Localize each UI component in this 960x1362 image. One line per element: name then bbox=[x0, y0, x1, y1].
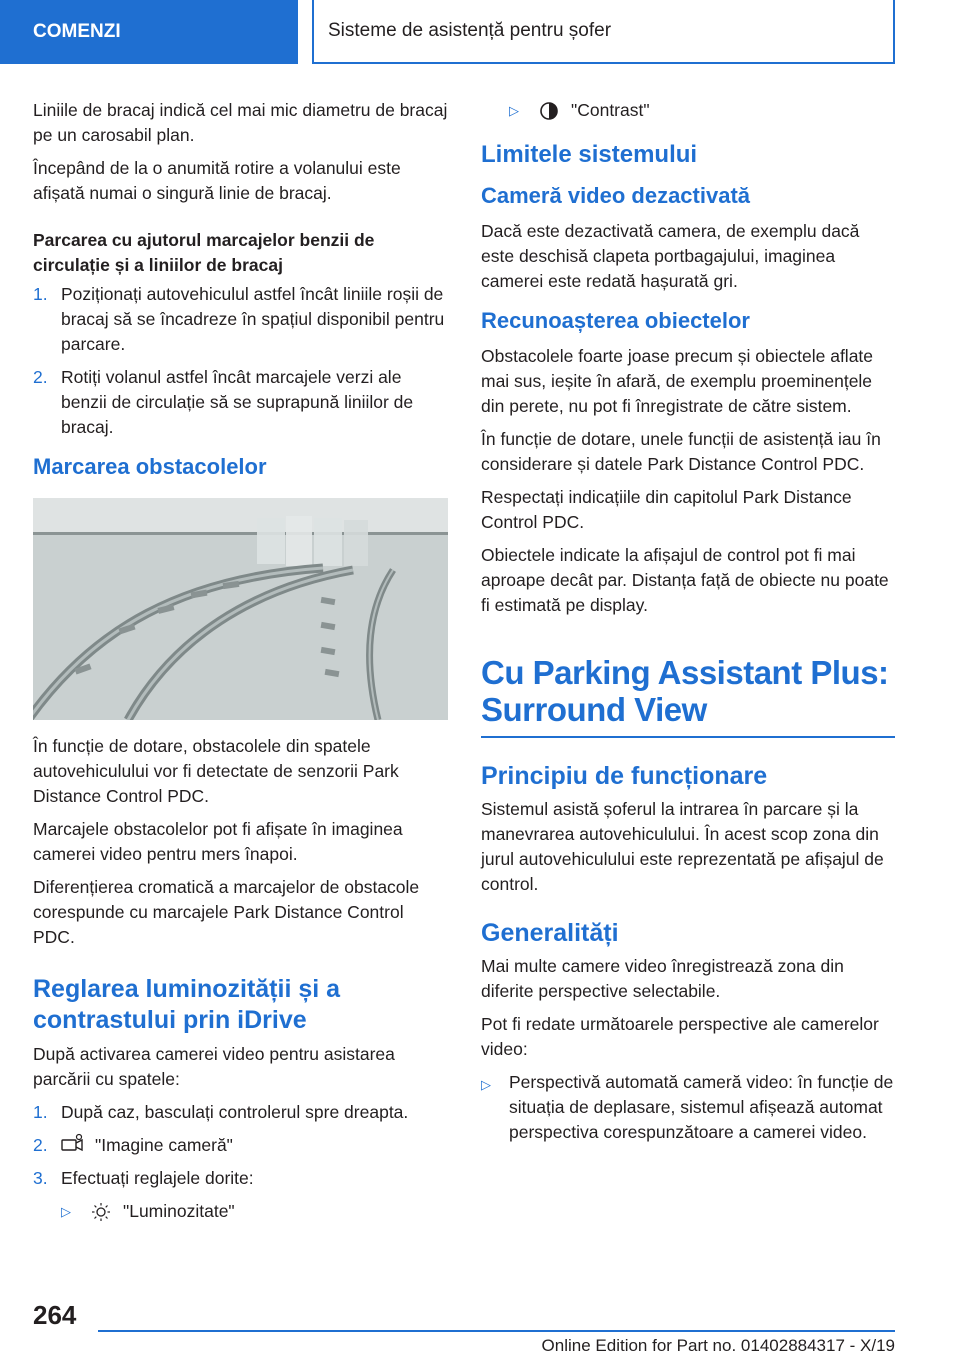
step-number: 3. bbox=[33, 1168, 48, 1188]
step-number: 1. bbox=[33, 1102, 48, 1122]
triangle-bullet-icon: ▷ bbox=[61, 1204, 71, 1219]
camera-settings-icon bbox=[61, 1133, 85, 1153]
option-label: "Contrast" bbox=[571, 100, 650, 120]
step-text: După caz, basculați controlerul spre dreapta. bbox=[61, 1102, 409, 1122]
step-number: 2. bbox=[33, 367, 48, 387]
step-item bbox=[33, 1166, 448, 1191]
section-tab: COMENZI bbox=[0, 0, 298, 64]
obstacle-heading: Marcarea obstacolelor bbox=[33, 454, 267, 479]
triangle-bullet-icon: ▷ bbox=[509, 103, 519, 118]
paragraph: În funcție de dotare, unele funcții de asistență iau în considerare și datele Park Distance Control PDC. bbox=[481, 429, 881, 474]
step-item bbox=[33, 282, 448, 357]
paragraph: Liniile de bracaj indică cel mai mic diametru de bracaj pe un carosabil plan. bbox=[33, 100, 448, 145]
step-item bbox=[33, 365, 448, 440]
step-text: "Imagine cameră" bbox=[95, 1135, 233, 1155]
paragraph: Diferențierea cromatică a marcajelor de obstacole corespunde cu marcajele Park Distance Control PDC. bbox=[33, 877, 420, 947]
paragraph: În funcție de dotare, obstacolele din spatele autovehiculului vor fi detectate de senzorii Park Distance Control PDC. bbox=[33, 736, 399, 806]
step-text: Rotiți volanul astfel încât marcajele verzi ale benzii de circulație să se suprapună liniilor de bracaj. bbox=[61, 367, 414, 437]
brightness-heading: Reglarea luminozității și a contrastului prin iDrive bbox=[33, 975, 341, 1034]
camera-off-heading: Cameră video dezactivată bbox=[481, 183, 751, 208]
paragraph: După activarea camerei video pentru asistarea parcării cu spatele: bbox=[33, 1044, 395, 1089]
footer-edition: Online Edition for Part no. 01402884317 - X/19 bbox=[541, 1336, 895, 1355]
step-text: Efectuați reglajele dorite: bbox=[61, 1168, 254, 1188]
step-item bbox=[33, 1133, 448, 1158]
left-column bbox=[33, 98, 448, 1232]
paragraph: Obiectele indicate la afișajul de control pot fi mai aproape decât par. Distanța față de obiecte nu poate fi estimată pe display. bbox=[481, 545, 889, 615]
paragraph: Sistemul asistă șoferul la intrarea în parcare și la manevrarea autovehiculului. În acest scop zona din jurul autovehiculului este reprezentată pe afișajul de control. bbox=[481, 799, 884, 894]
brightness-steps bbox=[33, 1100, 448, 1191]
triangle-bullet-icon: ▷ bbox=[481, 1077, 491, 1092]
principle-heading: Principiu de funcționare bbox=[481, 762, 768, 790]
step-text: Poziționați autovehiculul astfel încât liniile roșii de bracaj să se încadreze în spațiul disponibil pentru parcare. bbox=[61, 284, 445, 354]
chapter-title: Sisteme de asistență pentru șofer bbox=[312, 0, 895, 64]
recognition-heading: Recunoașterea obiectelor bbox=[481, 308, 750, 333]
paragraph: Marcajele obstacolelor pot fi afișate în imaginea camerei video pentru mers înapoi. bbox=[33, 819, 403, 864]
paragraph: Dacă este dezactivată camera, de exemplu dacă este deschisă clapeta portbagajului, imaginea camerei este redată hașurată gri. bbox=[481, 221, 860, 291]
option-label: "Luminozitate" bbox=[123, 1201, 235, 1221]
paragraph: Mai multe camere video înregistrează zona din diferite perspective selectabile. bbox=[481, 956, 844, 1001]
paragraph: Obstacolele foarte joase precum și obiectele aflate mai sus, ieșite în afară, de exemplu proeminențele din perete, nu pot fi înregistrate de către sistem. bbox=[481, 346, 874, 416]
step-number: 1. bbox=[33, 284, 48, 304]
step-item bbox=[33, 1100, 448, 1125]
list-item bbox=[481, 1070, 895, 1145]
parking-heading: Parcarea cu ajutorul marcajelor benzii de circulație și a liniilor de bracaj bbox=[33, 230, 375, 275]
paragraph: Începând de la o anumită rotire a volanului este afișată numai o singură linie de bracaj. bbox=[33, 158, 401, 203]
step-number: 2. bbox=[33, 1135, 48, 1155]
brightness-option bbox=[33, 1199, 448, 1224]
obstacle-markings-illustration bbox=[33, 498, 448, 720]
surround-view-heading: Cu Parking Assistant Plus: Surround View bbox=[481, 654, 895, 738]
right-column bbox=[481, 98, 895, 1153]
footer-divider bbox=[98, 1330, 895, 1332]
paragraph: Respectați indicațiile din capitolul Park Distance Control PDC. bbox=[481, 487, 852, 532]
sun-icon bbox=[89, 1202, 113, 1222]
paragraph: Pot fi redate următoarele perspective ale camerelor video: bbox=[481, 1014, 879, 1059]
general-heading: Generalități bbox=[481, 919, 619, 947]
contrast-option bbox=[481, 98, 895, 123]
limits-heading: Limitele sistemului bbox=[481, 141, 698, 168]
contrast-icon bbox=[537, 101, 561, 121]
page-number: 264 bbox=[33, 1300, 77, 1330]
parking-steps bbox=[33, 282, 448, 440]
bullet-text: Perspectivă automată cameră video: în funcție de situația de deplasare, sistemul afișează automat perspectiva corespunzătoare a camerei video. bbox=[509, 1072, 894, 1142]
